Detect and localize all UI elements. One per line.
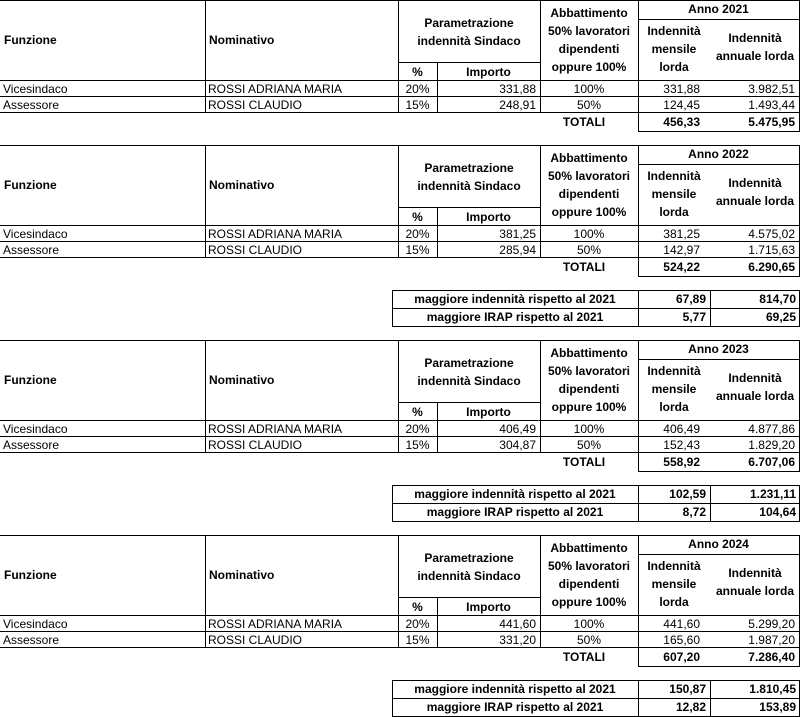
cell-importo: 331,88: [499, 82, 536, 96]
diff-indennita-label: maggiore indennità rispetto al 2021: [414, 292, 616, 306]
cell-percent: 15%: [405, 98, 430, 112]
header-parametrazione: Parametrazione indennità Sindaco: [417, 161, 521, 193]
cell-nominativo: ROSSI ADRIANA MARIA: [208, 422, 343, 436]
cell-percent: 20%: [405, 617, 430, 631]
header-mensile: Indennità mensile lorda: [647, 559, 701, 609]
diff-irap-annuale: 153,89: [759, 700, 796, 714]
header-funzione: Funzione: [4, 33, 57, 47]
cell-funzione: Assessore: [3, 633, 60, 647]
cell-nominativo: ROSSI ADRIANA MARIA: [208, 617, 343, 631]
header-nominativo: Nominativo: [209, 373, 275, 387]
cell-annuale: 3.982,51: [748, 82, 795, 96]
diff-indennita-mensile: 67,89: [675, 292, 706, 306]
cell-importo: 406,49: [499, 422, 536, 436]
header-abbattimento: Abbattimento 50% lavoratori dipendenti oppure 100%: [547, 541, 631, 609]
cell-nominativo: ROSSI CLAUDIO: [208, 98, 303, 112]
param-subheader-line: [398, 402, 540, 403]
totals-label: TOTALI: [562, 650, 606, 664]
cell-abbattimento: 50%: [576, 438, 602, 452]
header-abbattimento: Abbattimento 50% lavoratori dipendenti oppure 100%: [547, 346, 631, 414]
header-mensile: Indennità mensile lorda: [647, 169, 701, 219]
header-mensile: Indennità mensile lorda: [647, 364, 701, 414]
cell-abbattimento: 50%: [576, 98, 602, 112]
cell-mensile: 441,60: [663, 617, 700, 631]
cell-importo: 285,94: [499, 243, 536, 257]
cell-annuale: 1.715,63: [748, 243, 795, 257]
cell-percent: 20%: [405, 82, 430, 96]
cell-abbattimento: 50%: [576, 633, 602, 647]
param-subheader-line: [398, 597, 540, 598]
header-annuale: Indennità annuale lorda: [715, 176, 795, 208]
cell-mensile: 331,88: [663, 82, 700, 96]
totals-bottom-border: [638, 471, 800, 472]
cell-percent: 20%: [405, 227, 430, 241]
cell-annuale: 4.877,86: [748, 422, 795, 436]
header-funzione: Funzione: [4, 568, 57, 582]
diff-indennita-annuale: 1.231,11: [749, 487, 796, 501]
cell-percent: 20%: [405, 422, 430, 436]
header-parametrazione: Parametrazione indennità Sindaco: [417, 551, 521, 583]
cell-annuale: 1.829,20: [748, 438, 795, 452]
totals-annuale: 6.290,65: [748, 260, 795, 274]
header-abbattimento: Abbattimento 50% lavoratori dipendenti oppure 100%: [547, 151, 631, 219]
year-header-underline: [638, 164, 799, 165]
totals-mensile: 558,92: [663, 455, 700, 469]
totals-mensile: 456,33: [663, 115, 700, 129]
header-importo: Importo: [466, 65, 511, 79]
header-mensile: Indennità mensile lorda: [647, 24, 701, 74]
header-nominativo: Nominativo: [209, 568, 275, 582]
diff-irap-annuale: 104,64: [759, 505, 796, 519]
header-annuale: Indennità annuale lorda: [715, 31, 795, 63]
cell-importo: 304,87: [499, 438, 536, 452]
header-funzione: Funzione: [4, 373, 57, 387]
year-header-underline: [638, 359, 799, 360]
cell-importo: 381,25: [499, 227, 536, 241]
cell-nominativo: ROSSI CLAUDIO: [208, 438, 303, 452]
cell-funzione: Vicesindaco: [3, 227, 68, 241]
header-percent: %: [412, 405, 423, 419]
header-percent: %: [412, 600, 423, 614]
totals-annuale: 7.286,40: [748, 650, 795, 664]
cell-percent: 15%: [405, 633, 430, 647]
cell-funzione: Assessore: [3, 98, 60, 112]
header-year: Anno 2023: [688, 342, 749, 356]
cell-funzione: Vicesindaco: [3, 422, 68, 436]
totals-mensile: 524,22: [663, 260, 700, 274]
header-percent: %: [412, 210, 423, 224]
header-importo: Importo: [466, 600, 511, 614]
column-border: [205, 340, 206, 452]
cell-abbattimento: 50%: [576, 243, 602, 257]
header-year: Anno 2022: [688, 147, 749, 161]
diff-indennita-label: maggiore indennità rispetto al 2021: [414, 487, 616, 501]
cell-mensile: 406,49: [663, 422, 700, 436]
cell-abbattimento: 100%: [573, 422, 605, 436]
cell-funzione: Assessore: [3, 438, 60, 452]
totals-bottom-border: [638, 276, 800, 277]
cell-annuale: 4.575,02: [748, 227, 795, 241]
column-border: [205, 0, 206, 112]
cell-mensile: 381,25: [663, 227, 700, 241]
cell-abbattimento: 100%: [573, 82, 605, 96]
totals-bottom-border: [638, 131, 800, 132]
cell-abbattimento: 100%: [573, 617, 605, 631]
cell-abbattimento: 100%: [573, 227, 605, 241]
header-year: Anno 2024: [688, 537, 749, 551]
header-year: Anno 2021: [688, 2, 749, 16]
totals-bottom-border: [638, 666, 800, 667]
header-annuale: Indennità annuale lorda: [715, 566, 795, 598]
totals-annuale: 6.707,06: [748, 455, 795, 469]
diff-indennita-mensile: 150,87: [669, 682, 706, 696]
header-nominativo: Nominativo: [209, 178, 275, 192]
diff-irap-label: maggiore IRAP rispetto al 2021: [426, 310, 604, 324]
cell-mensile: 165,60: [663, 633, 700, 647]
cell-mensile: 152,43: [663, 438, 700, 452]
diff-irap-mensile: 5,77: [682, 310, 706, 324]
cell-funzione: Vicesindaco: [3, 82, 68, 96]
cell-importo: 331,20: [499, 633, 536, 647]
header-abbattimento: Abbattimento 50% lavoratori dipendenti oppure 100%: [547, 6, 631, 74]
diff-irap-mensile: 12,82: [675, 700, 706, 714]
cell-funzione: Vicesindaco: [3, 617, 68, 631]
diff-table-bottom: [392, 521, 800, 522]
totals-label: TOTALI: [562, 455, 606, 469]
header-percent: %: [412, 65, 423, 79]
cell-mensile: 124,45: [663, 98, 700, 112]
header-funzione: Funzione: [4, 178, 57, 192]
cell-percent: 15%: [405, 243, 430, 257]
header-annuale: Indennità annuale lorda: [715, 371, 795, 403]
totals-annuale: 5.475,95: [748, 115, 795, 129]
diff-indennita-mensile: 102,59: [669, 487, 706, 501]
cell-importo: 248,91: [499, 98, 536, 112]
cell-funzione: Assessore: [3, 243, 60, 257]
totals-label: TOTALI: [562, 260, 606, 274]
cell-mensile: 142,97: [663, 243, 700, 257]
param-subheader-line: [398, 62, 540, 63]
diff-irap-label: maggiore IRAP rispetto al 2021: [426, 700, 604, 714]
diff-indennita-label: maggiore indennità rispetto al 2021: [414, 682, 616, 696]
header-parametrazione: Parametrazione indennità Sindaco: [417, 16, 521, 48]
column-border: [205, 535, 206, 647]
diff-irap-annuale: 69,25: [765, 310, 796, 324]
year-header-underline: [638, 554, 799, 555]
cell-importo: 441,60: [499, 617, 536, 631]
diff-table-bottom: [392, 326, 800, 327]
diff-indennita-annuale: 814,70: [759, 292, 796, 306]
totals-mensile: 607,20: [663, 650, 700, 664]
cell-annuale: 1.987,20: [748, 633, 795, 647]
year-header-underline: [638, 19, 799, 20]
header-nominativo: Nominativo: [209, 33, 275, 47]
header-importo: Importo: [466, 210, 511, 224]
diff-irap-label: maggiore IRAP rispetto al 2021: [426, 505, 604, 519]
totals-label: TOTALI: [562, 115, 606, 129]
cell-nominativo: ROSSI CLAUDIO: [208, 243, 303, 257]
cell-annuale: 1.493,44: [748, 98, 795, 112]
diff-irap-mensile: 8,72: [682, 505, 706, 519]
cell-nominativo: ROSSI ADRIANA MARIA: [208, 227, 343, 241]
column-border: [205, 145, 206, 257]
cell-nominativo: ROSSI ADRIANA MARIA: [208, 82, 343, 96]
cell-percent: 15%: [405, 438, 430, 452]
cell-nominativo: ROSSI CLAUDIO: [208, 633, 303, 647]
header-parametrazione: Parametrazione indennità Sindaco: [417, 356, 521, 388]
cell-annuale: 5.299,20: [748, 617, 795, 631]
header-importo: Importo: [466, 405, 511, 419]
param-subheader-line: [398, 207, 540, 208]
diff-indennita-annuale: 1.810,45: [749, 682, 796, 696]
